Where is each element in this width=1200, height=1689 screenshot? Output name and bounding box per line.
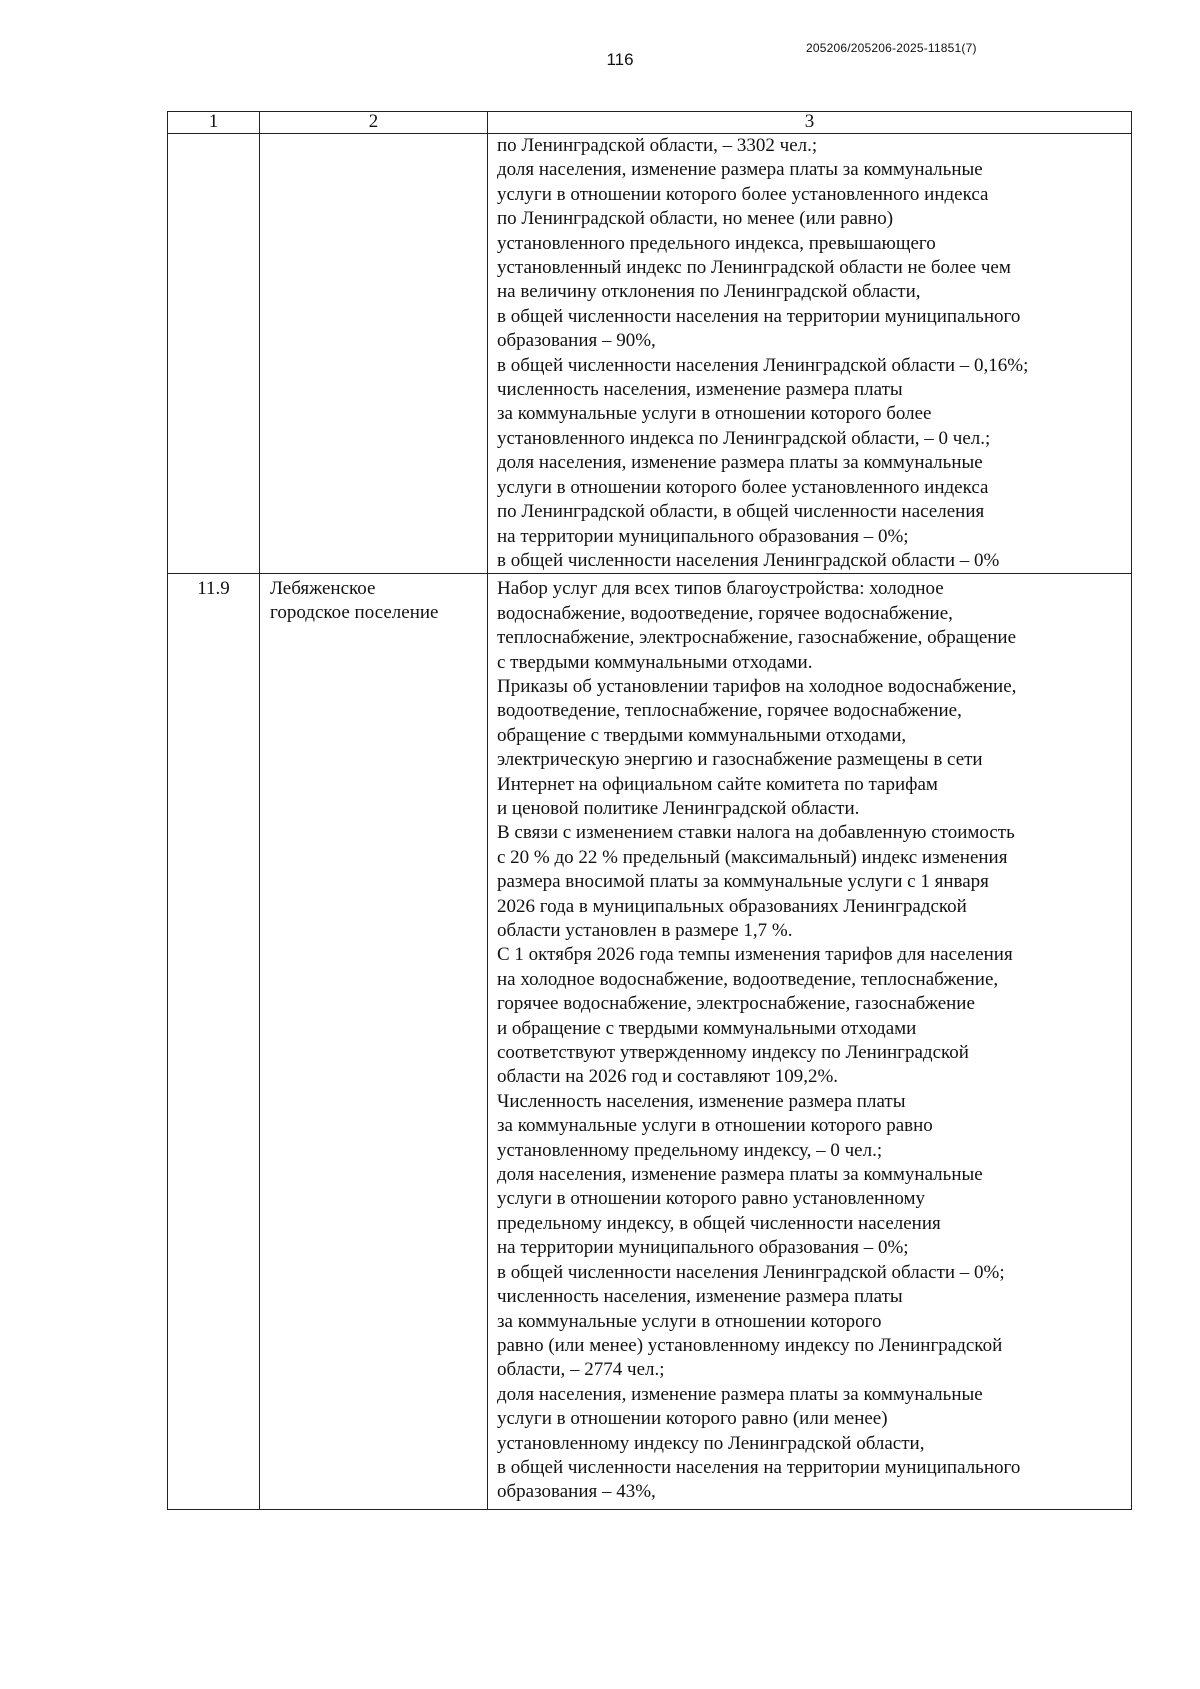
text-line: в общей численности населения Ленинградской области – 0%; [497,1261,1005,1283]
text-line: установленному предельному индексу, – 0 чел.; [497,1139,883,1161]
text-line: водоснабжение, водоотведение, горячее водоснабжение, [497,602,953,624]
table-row [168,134,1132,574]
text-line: в общей численности населения на территории муниципального [497,305,1021,327]
text-line: доля населения, изменение размера платы за коммунальные [497,452,983,474]
text-line: за коммунальные услуги в отношении которого равно [497,1115,933,1137]
row-number-cell: 11.9 [168,574,260,1509]
text-line: предельному индексу, в общей численности населения [497,1212,941,1234]
settlement-name-cell [260,134,488,574]
text-line: и ценовой политике Ленинградской области. [497,797,860,819]
description-lines [497,134,1131,573]
text-line: обращение с твердыми коммунальными отходами, [497,724,907,746]
text-line: установленного индекса по Ленинградской области, – 0 чел.; [497,427,991,449]
row-number-cell [168,134,260,574]
text-line: услуги в отношении которого более установленного индекса [497,476,989,498]
text-line: с 20 % до 22 % предельный (максимальный) индекс изменения [497,846,1008,868]
text-line: электрическую энергию и газоснабжение размещены в сети [497,749,983,771]
column-header-3: 3 [488,112,1132,134]
text-line: образования – 43%, [497,1481,656,1503]
text-line: доля населения, изменение размера платы за коммунальные [497,1383,983,1405]
text-line: размера вносимой платы за коммунальные услуги с 1 января [497,871,989,893]
text-line: за коммунальные услуги в отношении которого [497,1310,882,1332]
description-cell [488,574,1132,1509]
text-line: соответствуют утвержденному индексу по Ленинградской [497,1042,969,1064]
column-header-2: 2 [260,112,488,134]
text-line: Интернет на официальном сайте комитета по тарифам [497,773,938,795]
document-code: 205206/205206-2025-11851(7) [806,41,977,55]
text-line: Набор услуг для всех типов благоустройства: холодное [497,578,944,600]
text-line: В связи с изменением ставки налога на добавленную стоимость [497,822,1015,844]
text-line: доля населения, изменение размера платы за коммунальные [497,159,983,181]
text-line: по Ленинградской области, в общей численности населения [497,501,985,523]
text-line: установленного предельного индекса, превышающего [497,232,936,254]
text-line: и обращение с твердыми коммунальными отходами [497,1017,917,1039]
text-line: доля населения, изменение размера платы за коммунальные [497,1164,983,1186]
text-line: численность населения, изменение размера платы [497,379,903,401]
text-line: на территории муниципального образования – 0%; [497,1237,909,1259]
settlement-name-line: городское поселение [270,602,439,624]
text-line: горячее водоснабжение, электроснабжение, газоснабжение [497,993,975,1015]
text-line: в общей численности населения Ленинградской области – 0% [497,549,1000,571]
text-line: за коммунальные услуги в отношении которого более [497,403,932,425]
text-line: услуги в отношении которого равно установленному [497,1188,926,1210]
settlement-name-line: Лебяженское [270,578,376,600]
text-line: в общей численности населения Ленинградской области – 0,16%; [497,354,1029,376]
text-line: по Ленинградской области, – 3302 чел.; [497,135,818,156]
text-line: водоотведение, теплоснабжение, горячее водоснабжение, [497,700,962,722]
text-line: на холодное водоснабжение, водоотведение, теплоснабжение, [497,968,999,990]
text-line: установленный индекс по Ленинградской области не более чем [497,257,1011,279]
settlement-name-cell [260,574,488,1509]
text-line: области, – 2774 чел.; [497,1359,665,1381]
column-header-1: 1 [168,112,260,134]
description-lines [497,577,1131,1504]
text-line: образования – 90%, [497,330,656,352]
text-line: равно (или менее) установленному индексу по Ленинградской [497,1334,1003,1356]
text-line: 2026 года в муниципальных образованиях Ленинградской [497,895,967,917]
text-line: области на 2026 год и составляют 109,2%. [497,1066,839,1088]
text-line: Численность населения, изменение размера платы [497,1090,906,1112]
text-line: установленному индексу по Ленинградской области, [497,1432,925,1454]
text-line: на величину отклонения по Ленинградской области, [497,281,921,303]
table-row [168,574,1132,1509]
text-line: Приказы об установлении тарифов на холодное водоснабжение, [497,675,1017,697]
text-line: по Ленинградской области, но менее (или равно) [497,208,894,230]
data-table [167,111,1132,1510]
text-line: на территории муниципального образования – 0%; [497,525,909,547]
text-line: области установлен в размере 1,7 %. [497,920,793,941]
description-cell [488,134,1132,574]
text-line: с твердыми коммунальными отходами. [497,651,813,673]
table-header-row [168,112,1132,134]
text-line: теплоснабжение, электроснабжение, газоснабжение, обращение [497,627,1017,649]
text-line: С 1 октября 2026 года темпы изменения тарифов для населения [497,944,1013,966]
page-number: 116 [606,50,634,69]
text-line: услуги в отношении которого более установленного индекса [497,183,989,205]
text-line: в общей численности населения на территории муниципального [497,1456,1021,1478]
text-line: численность населения, изменение размера платы [497,1286,903,1308]
text-line: услуги в отношении которого равно (или менее) [497,1408,888,1430]
